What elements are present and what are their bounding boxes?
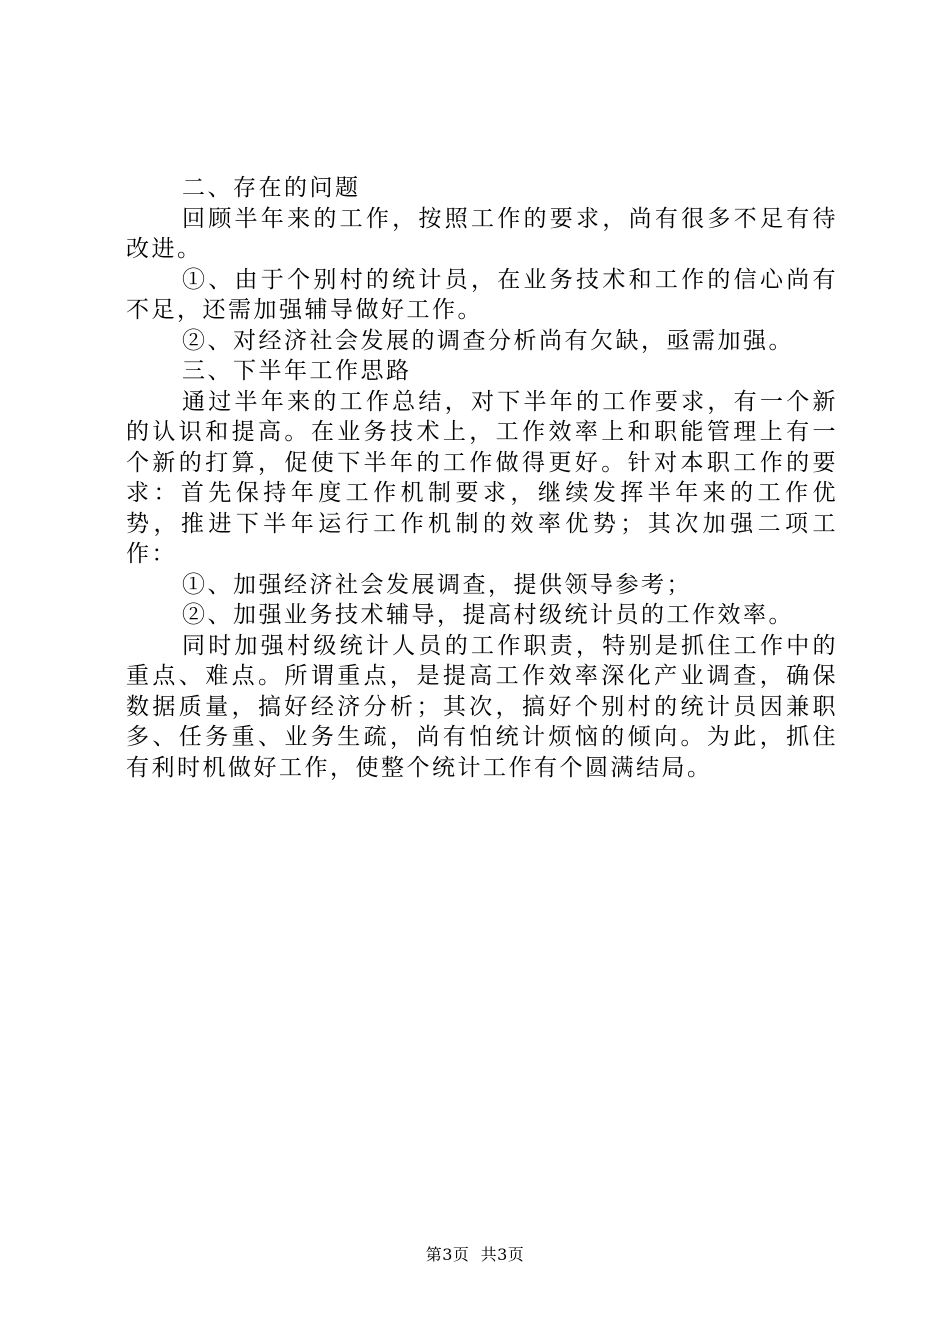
list-item: ②、对经济社会发展的调查分析尚有欠缺，亟需加强。 <box>182 327 794 354</box>
paragraph: 回顾半年来的工作，按照工作的要求，尚有很多不足有待改进。 <box>126 205 838 262</box>
paragraph: 同时加强村级统计人员的工作职责，特别是抓住工作中的重点、难点。所谓重点，是提高工作效率深化产业调查，确保数据质量，搞好经济分析；其次，搞好个别村的统计员因兼职多、任务重、业务生疏，尚有怕统计烦恼的倾向。为此，抓住有利时机做好工作，使整个统计工作有个圆满结局。 <box>126 632 838 781</box>
list-item: ①、由于个别村的统计员，在业务技术和工作的信心尚有不足，还需加强辅导做好工作。 <box>126 266 838 323</box>
list-item: ②、加强业务技术辅导，提高村级统计员的工作效率。 <box>182 602 794 628</box>
paragraph: 通过半年来的工作总结，对下半年的工作要求，有一个新的认识和提高。在业务技术上，工作效率上和职能管理上有一个新的打算，促使下半年的工作做得更好。针对本职工作的要求：首先保持年度工作机制要求，继续发挥半年来的工作优势，推进下半年运行工作机制的效率优势；其次加强二项工作： <box>126 388 838 567</box>
page-footer: 第3页 共3页 <box>425 1245 525 1264</box>
list-item: ①、加强经济社会发展调查，提供领导参考； <box>182 571 692 598</box>
document-body <box>126 173 838 783</box>
section-heading-plans: 三、下半年工作思路 <box>182 358 412 384</box>
section-heading-problems: 二、存在的问题 <box>182 175 361 201</box>
